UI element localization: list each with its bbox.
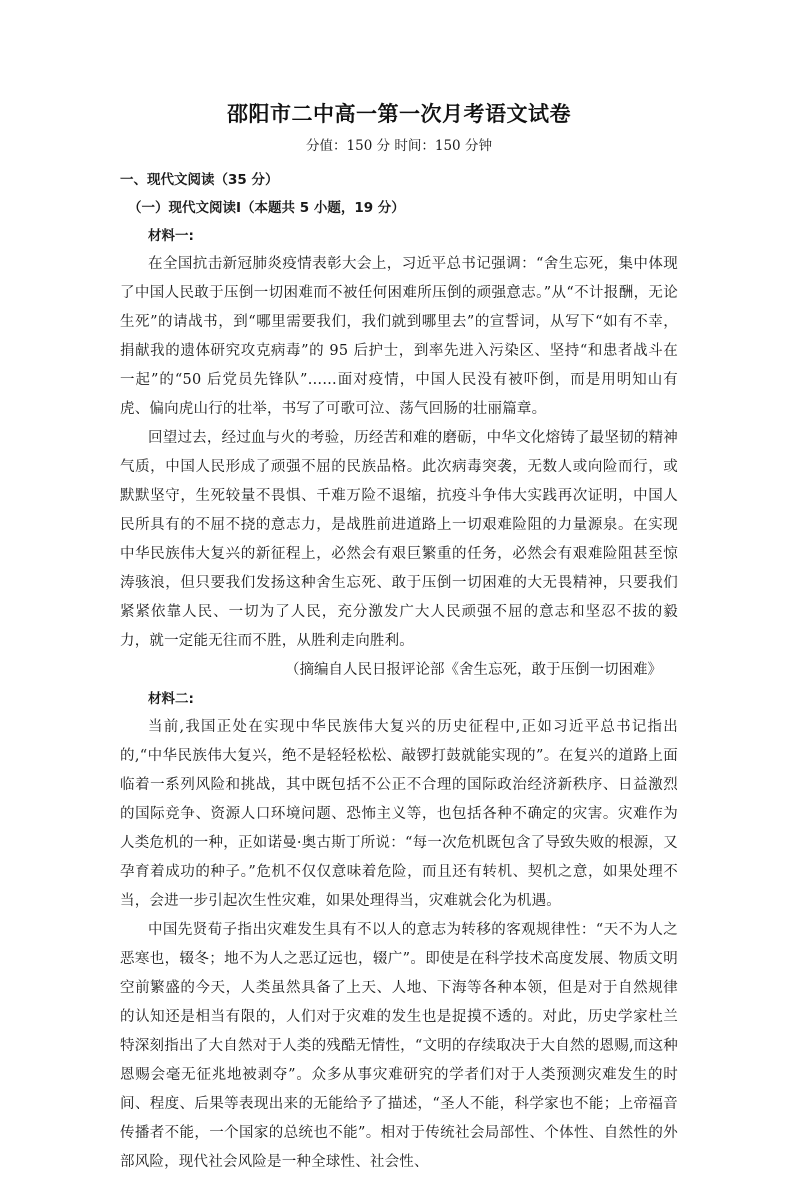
material-2-label: 材料二: bbox=[148, 691, 194, 707]
material-1-label: 材料一: bbox=[148, 228, 194, 244]
material-2-paragraph: 当前,我国正处在实现中华民族伟大复兴的历史征程中,正如习近平总书记指出的,“中华民族伟大复兴，绝不是轻轻松松、敲锣打鼓就能实现的”。在复兴的道路上面临着一系列风险和挑战，其中既包括不公正不合理的国际政治经济新秩序、日益激烈的国际竞争、资源人口环境问题、恐怖主义等，也包括各种不确定的灾害。灾难作为人类危机的一种，正如诺曼·奥古斯丁所说：“每一次危机既包含了导致失败的根源，又孕育着成功的种子。”危机不仅仅意味着危险，而且还有转机、契机之意，如果处理不当，会进一步引起次生性灾难，如果处理得当，灾难就会化为机遇。 bbox=[120, 719, 678, 909]
material-1-paragraph: 回望过去，经过血与火的考验，历经苦和难的磨砺，中华文化熔铸了最坚韧的精神气质，中国人民形成了顽强不屈的民族品格。此次病毒突袭，无数人或向险而行，或默默坚守，生死较量不畏惧、千难万险不退缩，抗疫斗争伟大实践再次证明，中国人民所具有的不屈不挠的意志力，是战胜前进道路上一切艰难险阻的力量源泉。在实现中华民族伟大复兴的新征程上，必然会有艰巨繁重的任务，必然会有艰难险阻甚至惊涛骇浪，但只要我们发扬这种舍生忘死、敢于压倒一切困难的大无畏精神，只要我们紧紧依靠人民、一切为了人民，充分激发广大人民顽强不屈的意志和坚忍不拔的毅力，就一定能无往而不胜，从胜利走向胜利。 bbox=[120, 430, 678, 649]
material-1-source: （摘编自人民日报评论部《舍生忘死，敢于压倒一切困难》 bbox=[285, 662, 662, 678]
score-time-info: 分值：150 分 时间：150 分钟 bbox=[306, 138, 492, 154]
material-1-paragraph: 在全国抗击新冠肺炎疫情表彰大会上，习近平总书记强调：“舍生忘死，集中体现了中国人民敢于压倒一切困难而不被任何困难所压倒的顽强意志。”从“不计报酬，无论生死”的请战书，到“哪里需要我们，我们就到哪里去”的宣誓词，从写下“如有不幸，捐献我的遗体研究攻克病毒”的 95 后护士，到率先进入污染区、坚持“和患者战斗在一起”的“50 后党员先锋队”……面对疫情，中国人民没有被吓倒，而是用明知山有虎、偏向虎山行的壮举，书写了可歌可泣、荡气回肠的壮丽篇章。 bbox=[120, 256, 678, 417]
exam-page bbox=[120, 96, 678, 1177]
material-2-paragraph: 中国先贤荀子指出灾难发生具有不以人的意志为转移的客观规律性：“天不为人之恶寒也，辍冬；地不为人之恶辽远也，辍广”。即使是在科学技术高度发展、物质文明空前繁盛的今天，人类虽然具备了上天、人地、下海等各种本领，但是对于自然规律的认知还是相当有限的，人们对于灾难的发生也是捉摸不透的。对此，历史学家杜兰特深刻指出了大自然对于人类的残酷无情性，“文明的存续取决于大自然的恩赐,而这种恩赐会毫无征兆地被剥夺”。众多从事灾难研究的学者们对于人类预测灾难发生的时间、程度、后果等表现出来的无能给予了描述，“圣人不能，科学家也不能；上帝福音传播者不能，一个国家的总统也不能”。相对于传统社会局部性、个体性、自然性的外部风险，现代社会风险是一种全球性、社会性、 bbox=[120, 922, 678, 1170]
section-heading: 一、现代文阅读（35 分） bbox=[120, 172, 279, 188]
page-title: 邵阳市二中高一第一次月考语文试卷 bbox=[227, 102, 571, 126]
subsection-heading: （一）现代文阅读Ⅰ（本题共 5 小题，19 分） bbox=[128, 200, 405, 216]
